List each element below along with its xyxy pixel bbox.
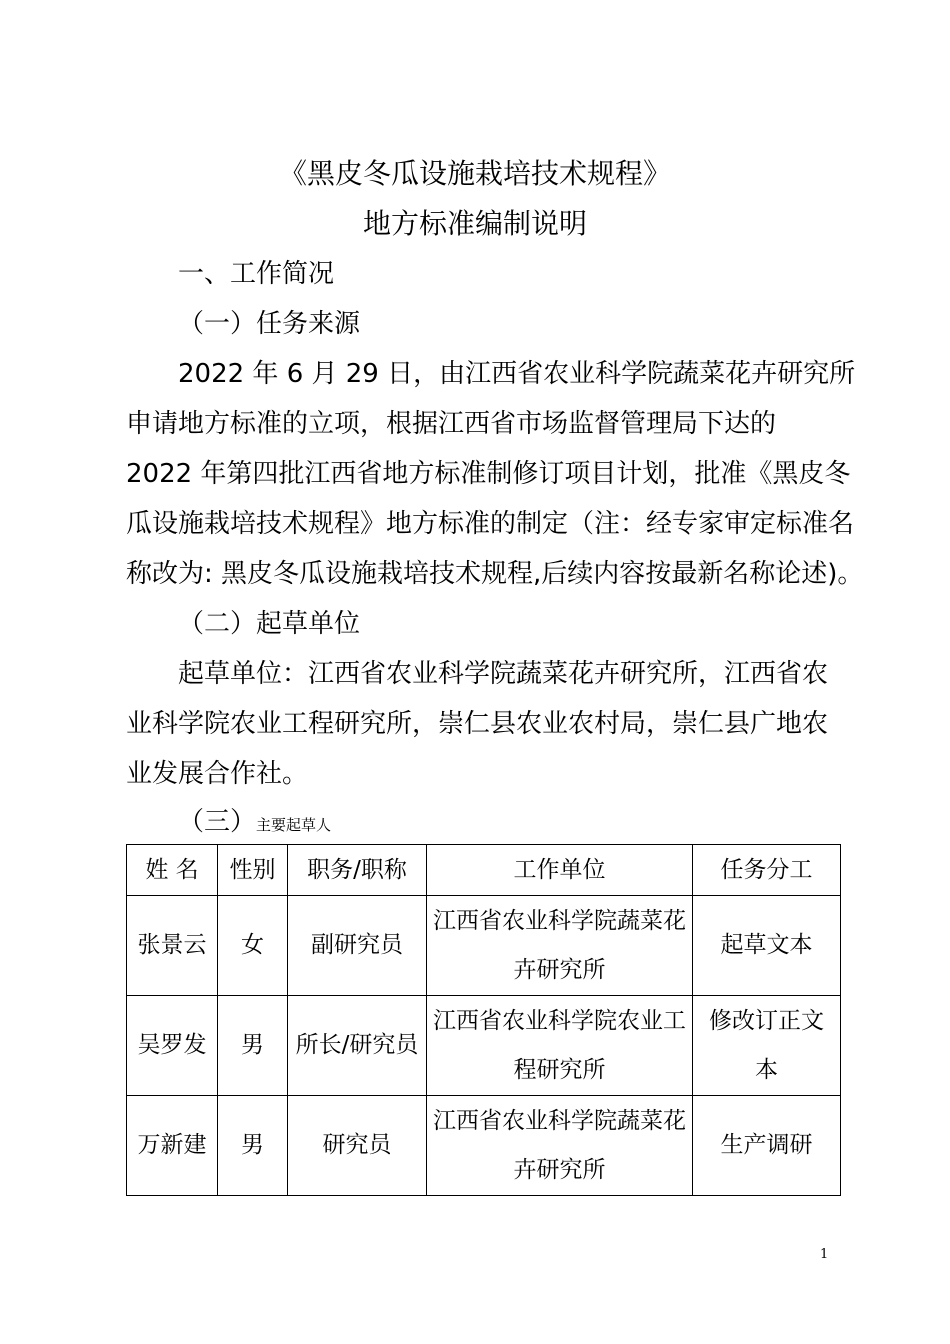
subsection-heading-task-source: （一）任务来源	[178, 309, 361, 339]
table-cell: 张景云	[127, 896, 218, 996]
table-cell: 起草文本	[693, 896, 841, 996]
paragraph-line: 业科学院农业工程研究所，崇仁县农业农村局，崇仁县广地农	[126, 709, 829, 739]
table-header-row	[127, 845, 841, 896]
table-cell: 江西省农业科学院蔬菜花卉研究所	[427, 896, 693, 996]
table-cell: 男	[218, 996, 288, 1096]
paragraph-line: 瓜设施栽培技术规程》地方标准的制定（注：经专家审定标准名	[126, 509, 855, 539]
table-cell: 研究员	[288, 1096, 427, 1196]
table-cell: 吴罗发	[127, 996, 218, 1096]
table-cell: 副研究员	[288, 896, 427, 996]
paragraph-line: 申请地方标准的立项，根据江西省市场监督管理局下达的	[126, 409, 777, 439]
table-cell: 江西省农业科学院农业工程研究所	[427, 996, 693, 1096]
table-header-cell: 性别	[218, 845, 288, 896]
document-title-line1: 《黑皮冬瓜设施栽培技术规程》	[278, 157, 671, 190]
section-heading: 一、工作简况	[178, 259, 335, 289]
table-header-cell: 工作单位	[427, 845, 693, 896]
table-row	[127, 996, 841, 1096]
paragraph-line: 2022 年第四批江西省地方标准制修订项目计划，批准《黑皮冬	[126, 459, 851, 489]
table-row	[127, 1096, 841, 1196]
table-cell: 所长/研究员	[288, 996, 427, 1096]
drafters-table	[126, 844, 841, 1196]
paragraph-line: 称改为: 黑皮冬瓜设施栽培技术规程,后续内容按最新名称论述)。	[126, 559, 864, 589]
table-header-cell: 姓 名	[127, 845, 218, 896]
paragraph-line: 2022 年 6 月 29 日，由江西省农业科学院蔬菜花卉研究所	[178, 359, 856, 389]
table-cell: 万新建	[127, 1096, 218, 1196]
document-title-line2: 地方标准编制说明	[362, 207, 587, 240]
subsection-heading-drafters	[178, 802, 890, 845]
page-number: 1	[820, 1247, 829, 1262]
table-cell: 生产调研	[693, 1096, 841, 1196]
paragraph-line: 起草单位：江西省农业科学院蔬菜花卉研究所，江西省农	[178, 659, 829, 689]
subsection-heading-drafting-unit: （二）起草单位	[178, 609, 361, 639]
table-cell: 男	[218, 1096, 288, 1196]
paragraph-line: 业发展合作社。	[126, 759, 309, 789]
table-cell: 女	[218, 896, 288, 996]
table-cell: 修改订正文本	[693, 996, 841, 1096]
subsection-heading-number: （三）	[178, 807, 257, 837]
table-row	[127, 896, 841, 996]
table-header-cell: 任务分工	[693, 845, 841, 896]
subsection-heading-label: 主要起草人	[256, 816, 332, 834]
table-header-cell: 职务/职称	[288, 845, 427, 896]
table-cell: 江西省农业科学院蔬菜花卉研究所	[427, 1096, 693, 1196]
